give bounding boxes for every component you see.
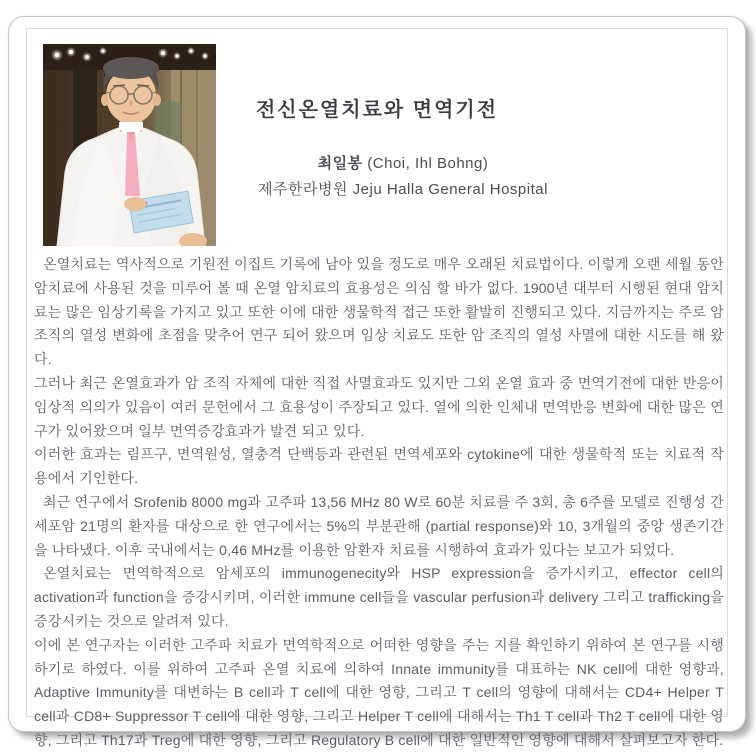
author-line <box>53 152 753 173</box>
document-frame <box>8 16 746 748</box>
abstract-container <box>26 28 728 748</box>
page-title: 전신온열치료와 면역기전 <box>255 99 499 121</box>
affiliation: 제주한라병원 Jeju Halla General Hospital <box>258 181 548 198</box>
author-name: 최일봉 <box>317 155 363 172</box>
author-photo-image <box>43 44 216 246</box>
author-roman-name: (Choi, Ihl Bohng) <box>367 155 489 172</box>
abstract-paragraph: 이에 본 연구자는 이러한 고주파 치료가 면역학적으로 어떠한 영향을 주는 지를 확인하기 위하여 본 연구를 시행하기로 하였다. 이를 위하여 고주파 온열 치료에 의하여 Innate immunity를 대표하는 NK cell에 대한 영향과, Adaptive Immunity를 대변하는 B cell과 T cell에 대한 영향, 그리고 T cell의 영향에 대해서는 CD4+ Helper T cell과 CD8+ Suppressor T cell에 대한 영향, 그리고 Helper T cell에 대해서는 Th1 T cell과 Th2 T cell에 대한 영향, 그리고 Th17과 Treg에 대한 영향, 그리고 Regulatory B cell에 대한 일반적인 영향에 대해서 살펴보고자 한다. <box>34 636 724 748</box>
abstract-paragraph: 온열치료는 면역학적으로 암세포의 immunogenecity와 HSP expression을 증가시키고, effector cell의 activation과 function을 증강시키며, 이러한 immune cell들을 vascular perfusion과 delivery 그리고 trafficking을 증강시키는 것으로 알려져 있다. <box>34 565 724 629</box>
abstract-body <box>34 253 724 753</box>
author-photo <box>43 44 216 246</box>
abstract-paragraph: 온열치료는 역사적으로 기원전 이집트 기록에 남아 있을 정도로 매우 오래된 치료법이다. 이렇게 오랜 세월 동안 암치료에 사용된 것을 미루어 볼 때 온열 암치료의 효용성은 의심 할 바가 없다. 1900년 대부터 시행된 현대 암치료는 많은 임상기록을 가지고 있고 또한 이에 대한 생물학적 접근 또한 활발히 진행되고 있다. 지금까지는 주로 암조직의 열성 변화에 초점을 맞추어 연구 되어 왔으며 임상 치료도 또한 암 조직의 열성 사멸에 대한 시도를 해 왔다. <box>34 256 724 368</box>
abstract-paragraph: 이러한 효과는 림프구, 면역원성, 열충격 단백등과 관련된 면역세포와 cytokine에 대한 생물학적 또는 치료적 작용에서 기인한다. <box>34 446 724 487</box>
abstract-paragraph: 최근 연구에서 Srofenib 8000 mg과 고주파 13,56 MHz 80 W로 60분 치료를 주 3회, 총 6주를 모델로 진행성 간세포암 21명의 환자를 대상으로 한 연구에서는 5%의 부분관해 (partial response)와 10, 3개월의 중앙 생존기간을 나타냈다. 이후 국내에서는 0,46 MHz를 이용한 암환자 치료를 시행하여 효과가 있다는 보고가 되었다. <box>34 493 724 558</box>
abstract-paragraph: 그러나 최근 온열효과가 암 조직 자체에 대한 직접 사멸효과도 있지만 그외 온열 효과 중 면역기전에 대한 반응이 임상적 의의가 있음이 여러 문헌에서 그 효용성이 주장되고 있다. 열에 의한 인체내 면역반응 변화에 대한 많은 연구가 있어왔으며 일부 면역증강효과가 발견 되고 있다. <box>34 374 724 439</box>
